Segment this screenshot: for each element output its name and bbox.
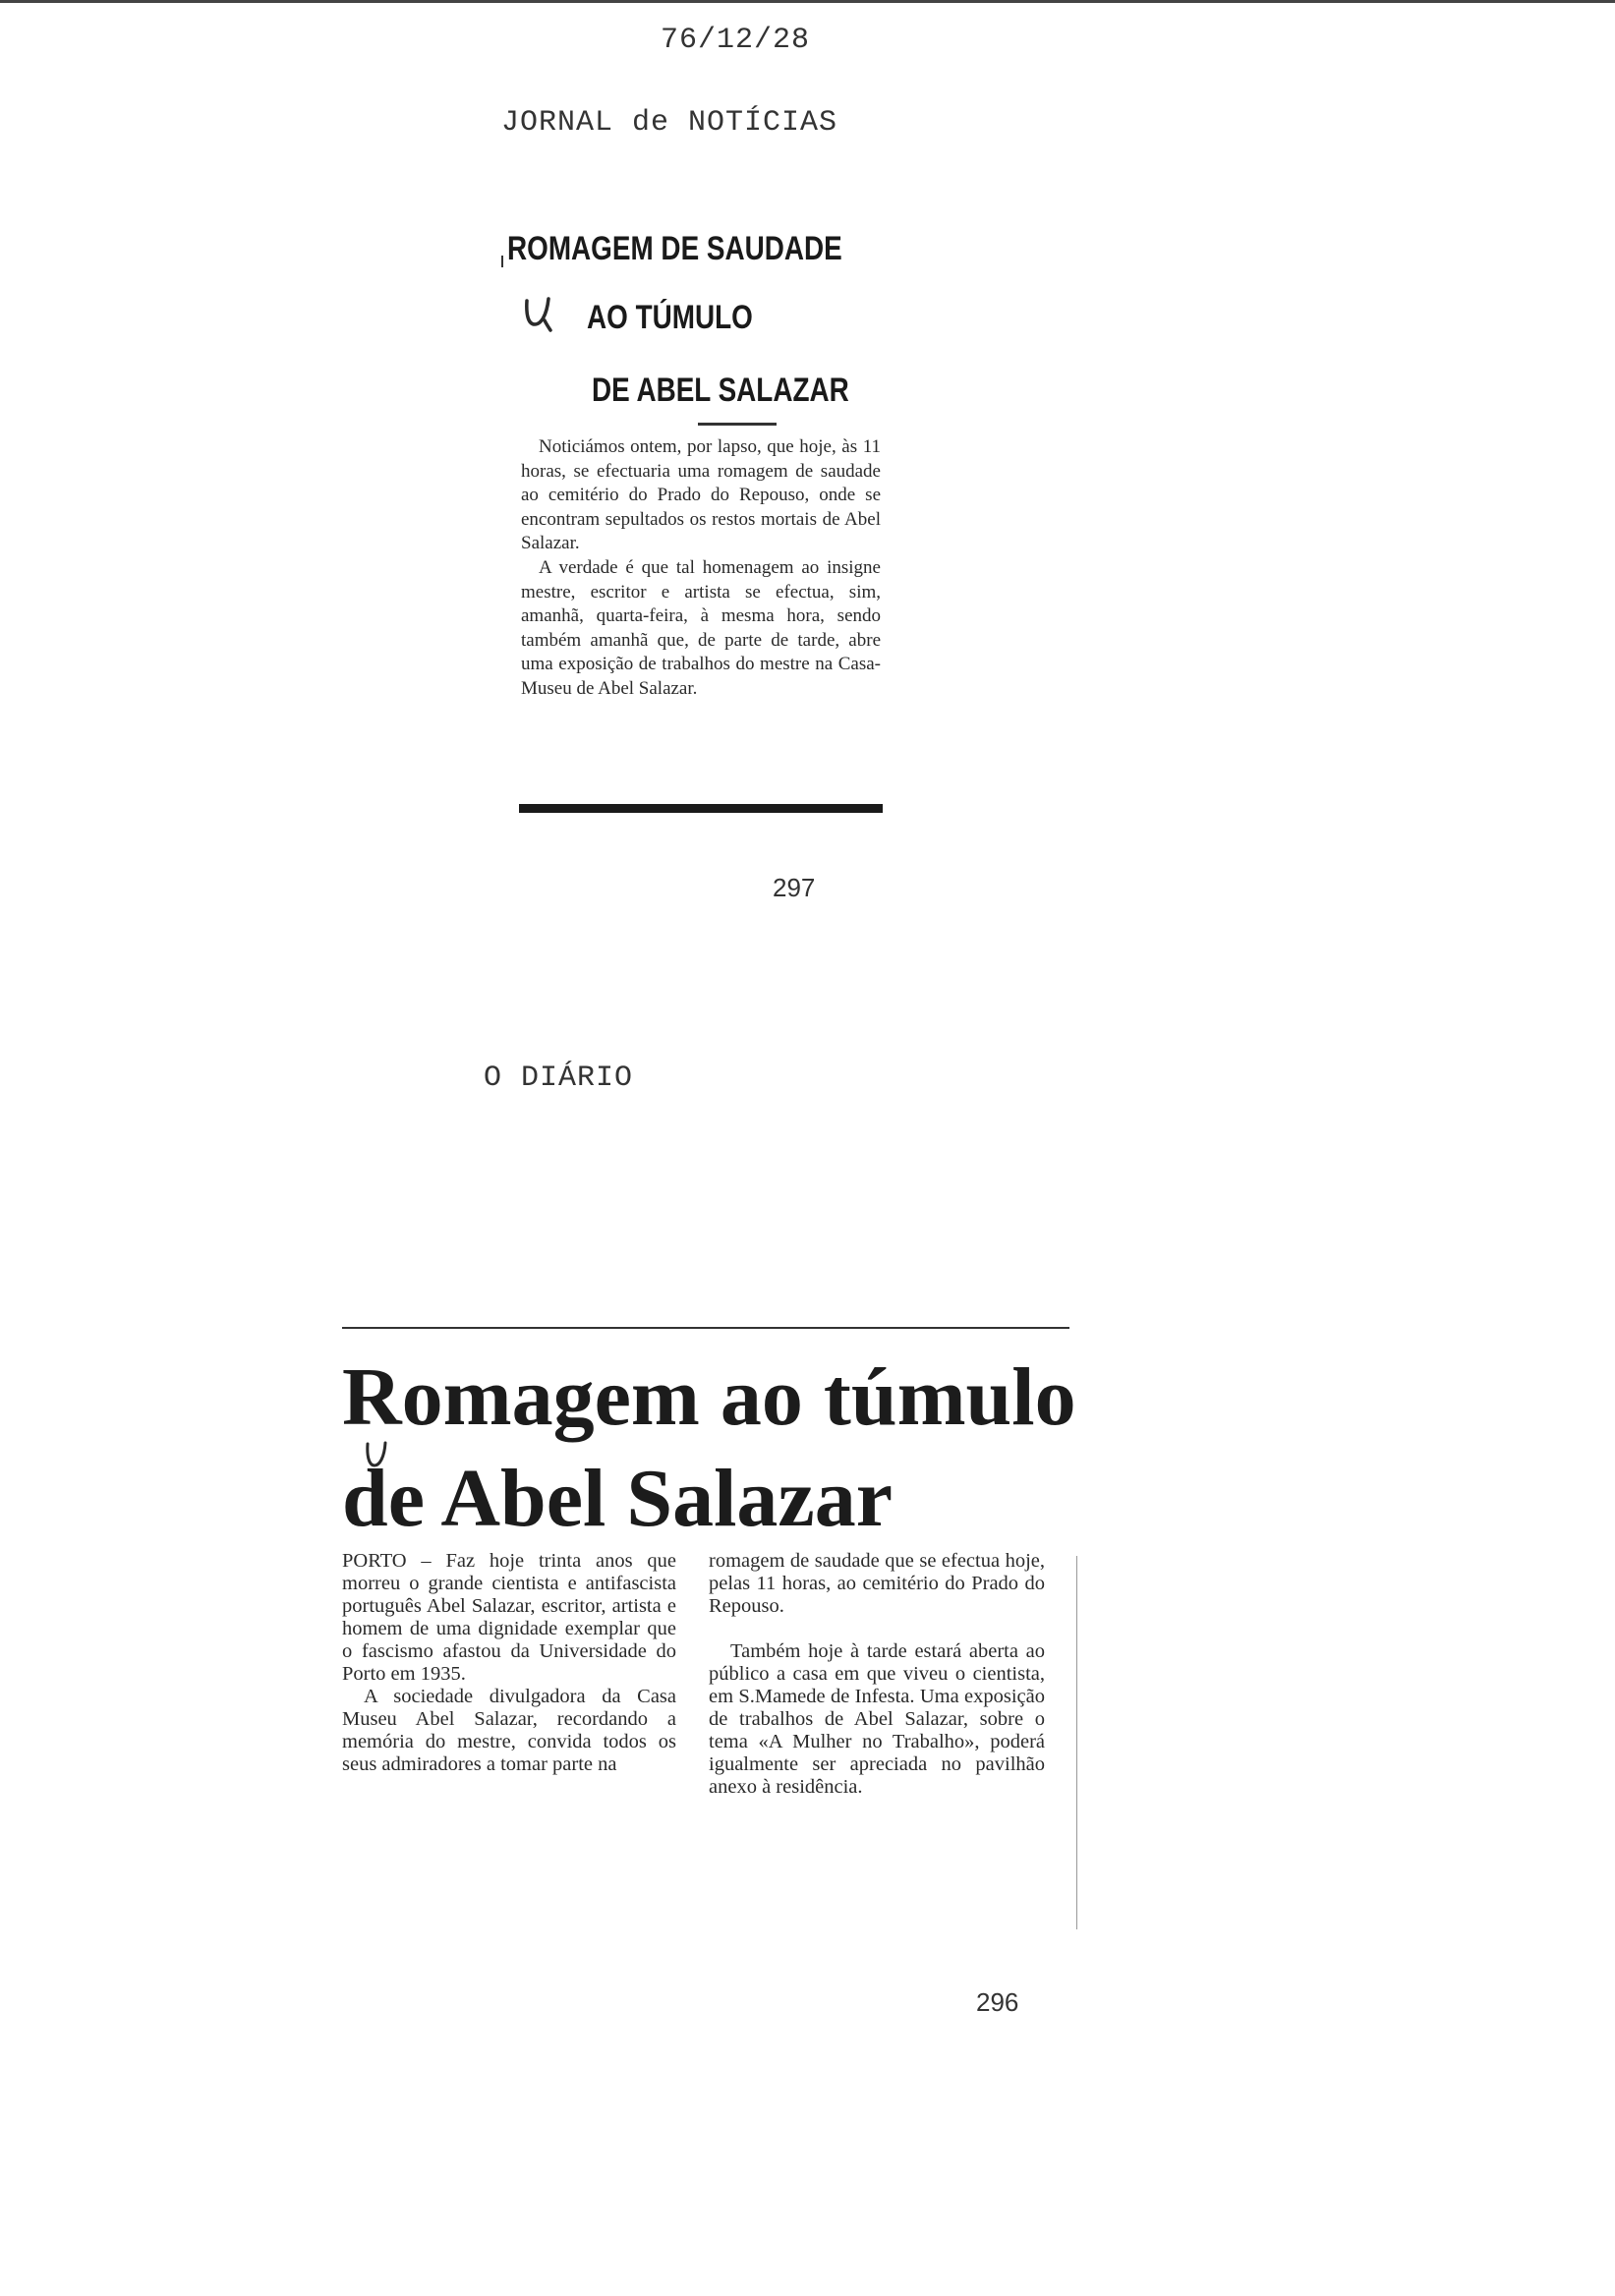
clipping-2-headline-line-1: Romagem ao túmulo xyxy=(342,1351,1076,1443)
clipping-2-left-column xyxy=(342,1550,676,1776)
newspaper-name-o-diario: O DIÁRIO xyxy=(484,1062,634,1095)
clipping-1-bottom-bar xyxy=(519,804,883,813)
clipping-1-headline-line-1: ROMAGEM DE SAUDADE xyxy=(507,230,842,267)
clipping-2-left-paragraph-2: A sociedade divulgadora da Casa Museu Abel Salazar, recordando a memória do mestre, convida todos os seus admiradores a tomar parte na xyxy=(342,1686,676,1775)
clipping-jornal-de-noticias xyxy=(501,226,885,835)
clipping-2-edge-line xyxy=(1076,1556,1077,1929)
clipping-o-diario xyxy=(342,1322,1075,1951)
handwritten-check-mark-icon xyxy=(523,295,552,343)
clipping-2-right-paragraph-2: Também hoje à tarde estará aberta ao público a casa em que viveu o cientista, em S.Mamede de Infesta. Uma exposição de trabalhos de Abel Salazar, sobre o tema «A Mulher no Trabalho», poderá igualmente ser apreciada no pavilhão anexo à residência. xyxy=(709,1640,1045,1798)
clipping-1-headline-line-2: AO TÚMULO xyxy=(587,299,753,336)
newspaper-name-jornal-de-noticias: JORNAL de NOTÍCIAS xyxy=(501,106,838,140)
clipping-date: 76/12/28 xyxy=(661,24,811,57)
scan-top-edge xyxy=(0,0,1615,3)
clipping-2-top-rule xyxy=(342,1327,1069,1329)
clipping-2-left-paragraph-1: PORTO – Faz hoje trinta anos que morreu o grande cientista e antifascista português Abel Salazar, escritor, artista e homem de uma dignidade exemplar que o fascismo afastou da Universidade do Porto em 1935. xyxy=(342,1550,676,1685)
clipping-2-right-paragraph-1: romagem de saudade que se efectua hoje, pelas 11 horas, ao cemitério do Prado do Repouso. xyxy=(709,1550,1045,1617)
clipping-1-headline-line-3: DE ABEL SALAZAR xyxy=(592,372,849,409)
page-number-296: 296 xyxy=(976,1987,1019,2017)
clipping-1-paragraph-1: Noticiámos ontem, por lapso, que hoje, às 11 horas, se efectuaria uma romagem de saudade ao cemitério do Prado do Repouso, onde se encontram sepultados os restos mortais de Abel Salazar. xyxy=(521,436,881,554)
clipping-2-right-column xyxy=(709,1550,1045,1799)
headline-underline xyxy=(698,423,777,426)
clipping-2-headline-line-2: de Abel Salazar xyxy=(342,1453,893,1544)
page-number-297: 297 xyxy=(773,873,816,902)
clipping-1-body xyxy=(521,435,881,702)
column-tick-mark xyxy=(501,256,503,267)
clipping-1-paragraph-2: A verdade é que tal homenagem ao insigne mestre, escritor e artista se efectua, sim, amanhã, quarta-feira, à mesma hora, sendo também amanhã que, de parte de tarde, abre uma exposição de trabalhos do mestre na Casa-Museu de Abel Salazar. xyxy=(521,556,881,699)
